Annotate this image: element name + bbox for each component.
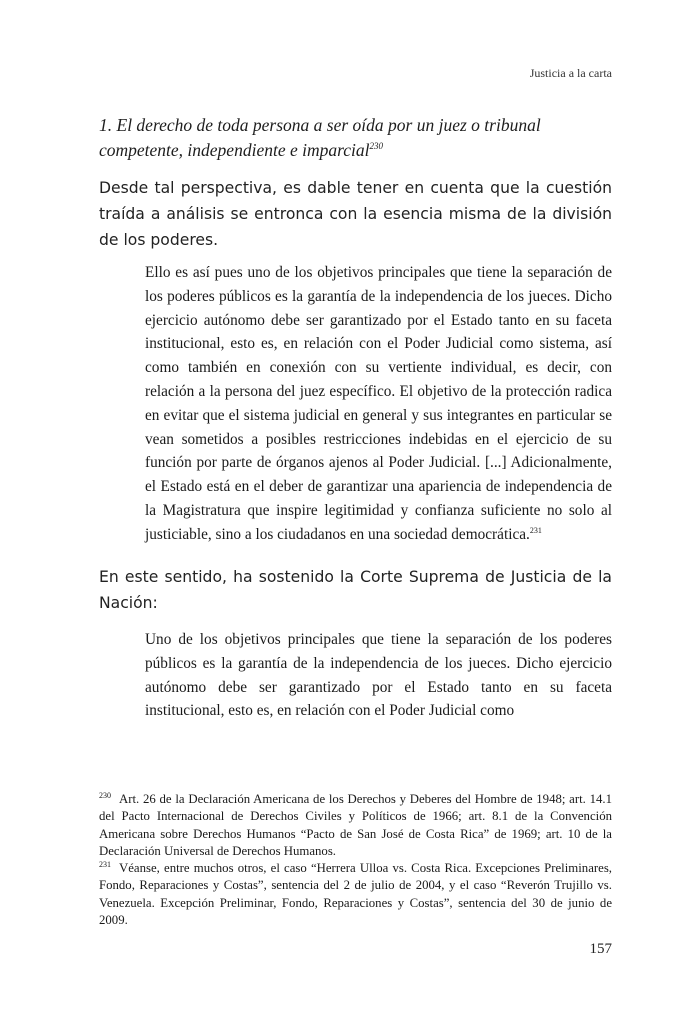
footnote-text: Véanse, entre muchos otros, el caso “Herrera Ulloa vs. Costa Rica. Excepciones Preliminares, Fondo, Reparaciones y Costas”, sentencia del 2 de julio de 2004, y el caso “Reverón Trujillo vs. Venezuela. Excepción Preliminar, Fondo, Reparaciones y Costas”, sentencia del 30 de junio de 2009. — [99, 861, 612, 928]
footnote-231 — [99, 860, 612, 929]
block-quote-2: Uno de los objetivos principales que tiene la separación de los poderes públicos es la garantía de la independencia de los jueces. Dicho ejercicio autónomo debe ser garantizado por el Estado tanto en su faceta institucional, esto es, en relación con el Poder Judicial como — [145, 631, 612, 720]
block-quote-1-text: Ello es así pues uno de los objetivos principales que tiene la separación de los poderes públicos es la garantía de la independencia de los jueces. Dicho ejercicio autónomo debe ser garantizado por el Estado tanto en su faceta institucional, esto es, en relación con el Poder Judicial como sistema, así como también en conexión con su vertiente individual, es decir, con relación a la persona del juez específico. El objetivo de la protección radica en evitar que el sistema judicial en general y sus integrantes en particular se vean sometidos a posibles restricciones indebidas en el ejercicio de su función por parte de órganos ajenos al Poder Judicial. [...] Adicionalmente, el Estado está en el deber de garantizar una apariencia de independencia de la Magistratura que inspire legitimidad y confianza suficiente no solo al justiciable, sino a los ciudadanos en una sociedad democrática. — [145, 264, 612, 543]
footnote-ref-231[interactable]: 231 — [529, 525, 542, 535]
section-heading-text: 1. El derecho de toda persona a ser oída por un juez o tribunal competente, independiente e imparcial — [99, 115, 541, 160]
body-paragraph-1: Desde tal perspectiva, es dable tener en cuenta que la cuestión traída a análisis se entronca con la esencia misma de la división de los poderes. — [99, 179, 612, 249]
block-quote-1 — [145, 261, 612, 547]
footnote-ref-230[interactable]: 230 — [369, 141, 384, 151]
running-header: Justicia a la carta — [529, 66, 612, 80]
section-heading — [99, 113, 619, 163]
footnote-230 — [99, 791, 612, 860]
footnote-number: 230 — [99, 791, 111, 800]
body-paragraph-2: En este sentido, ha sostenido la Corte Suprema de Justicia de la Nación: — [99, 568, 612, 612]
page-number: 157 — [589, 941, 612, 957]
footnotes — [99, 791, 612, 929]
footnote-text: Art. 26 de la Declaración Americana de los Derechos y Deberes del Hombre de 1948; art. 14.1 del Pacto Internacional de Derechos Civiles y Políticos de 1966; art. 8.1 de la Convención Americana sobre Derechos Humanos “Pacto de San José de Costa Rica” de 1969; art. 10 de la Declaración Universal de Derechos Humanos. — [99, 792, 612, 858]
footnote-number: 231 — [99, 860, 111, 870]
